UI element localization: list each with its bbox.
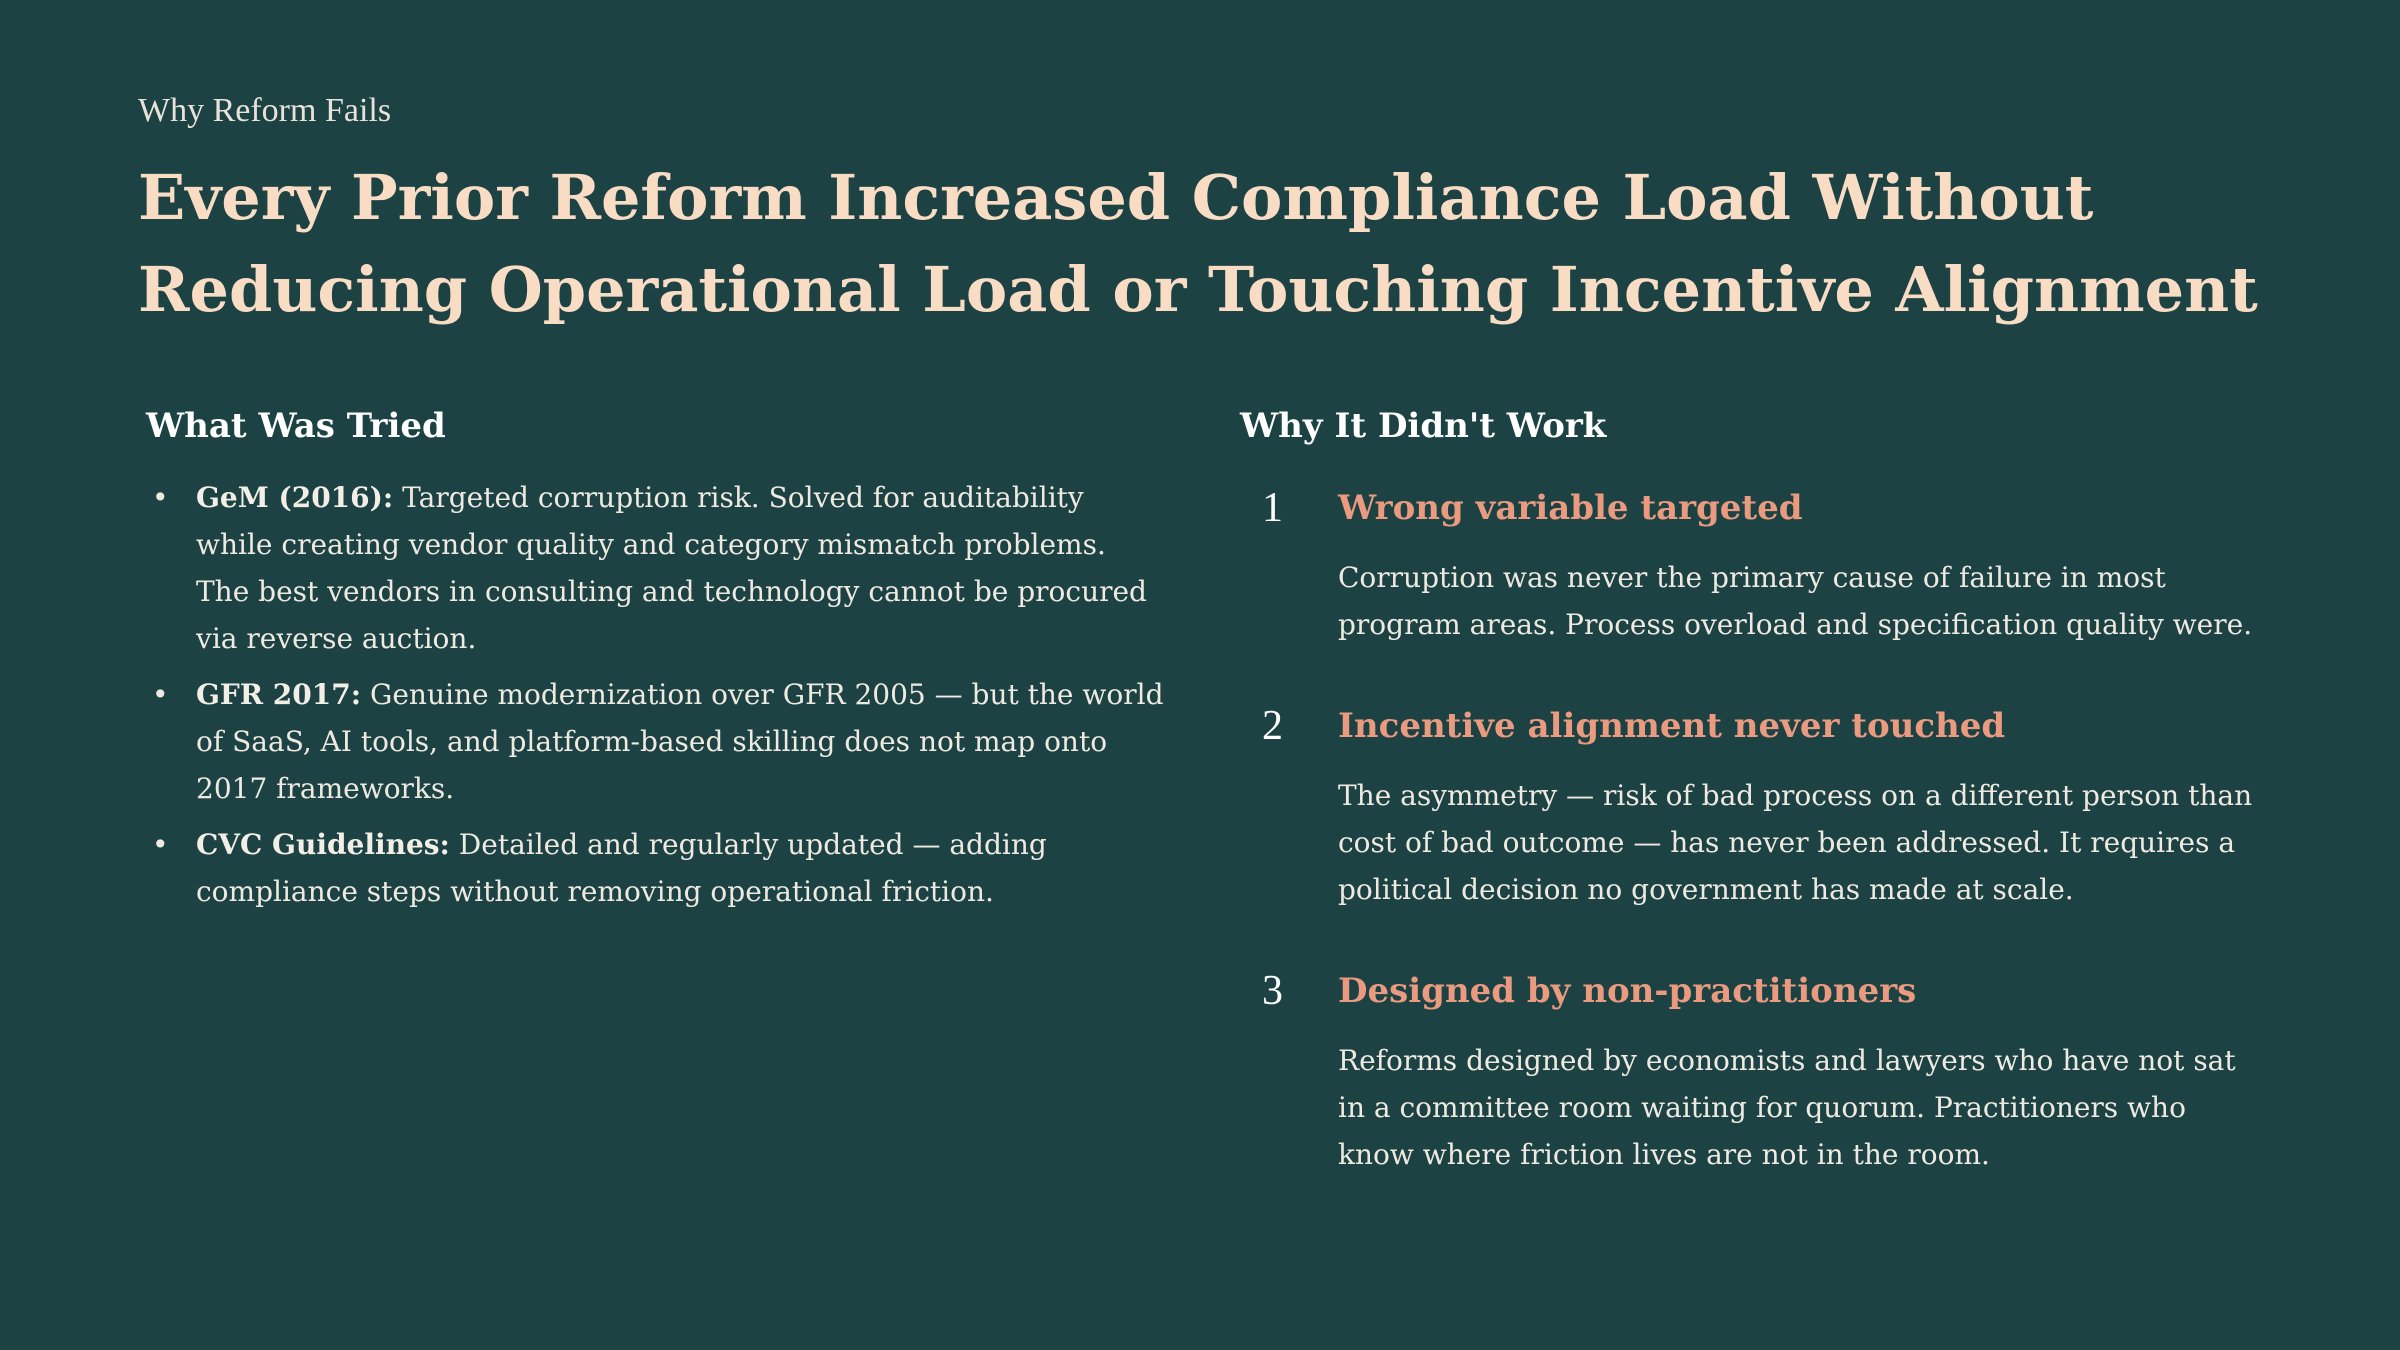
reason-number: 2 <box>1262 703 1283 749</box>
reason-item-3 <box>1240 963 2270 1178</box>
why-it-didnt-work-column <box>1240 400 2270 1178</box>
reason-number: 3 <box>1262 968 1283 1014</box>
reason-body: Reforms designed by economists and lawyers who have not sat in a committee room waiting for quorum. Practitioners who know where friction lives are not in the room. <box>1338 1044 2236 1171</box>
tried-item-cvc <box>146 821 1166 915</box>
tried-item-text: Targeted corruption risk. Solved for auditability while creating vendor quality and category mismatch problems. The best vendors in consulting and technology cannot be procured via reverse auction. <box>196 481 1147 655</box>
bullet-icon: • <box>152 828 169 861</box>
tried-item-gem <box>146 474 1166 662</box>
what-was-tried-heading: What Was Tried <box>146 406 446 446</box>
reason-body: The asymmetry — risk of bad process on a different person than cost of bad outcome — has never been addressed. It requires a political decision no government has made at scale. <box>1338 779 2253 906</box>
bullet-icon: • <box>152 678 169 711</box>
what-was-tried-column <box>146 400 1166 924</box>
slide-title: Every Prior Reform Increased Compliance Load Without Reducing Operational Load or Touching Incentive Alignment <box>138 161 2258 326</box>
reason-title: Designed by non-practitioners <box>1338 971 1917 1011</box>
tried-item-gfr <box>146 671 1166 812</box>
reason-number: 1 <box>1262 485 1283 531</box>
why-it-didnt-work-heading: Why It Didn't Work <box>1240 406 1607 446</box>
tried-item-label: GeM (2016): <box>196 481 394 514</box>
reason-body: Corruption was never the primary cause of failure in most program areas. Process overload and specification quality were. <box>1338 561 2253 641</box>
reason-title: Wrong variable targeted <box>1338 488 1803 528</box>
reason-item-1 <box>1240 480 2270 648</box>
tried-item-text: Detailed and regularly updated — adding compliance steps without removing operational friction. <box>196 828 1047 908</box>
bullet-icon: • <box>152 481 169 514</box>
tried-item-text: Genuine modernization over GFR 2005 — but the world of SaaS, AI tools, and platform-based skilling does not map onto 2017 frameworks. <box>196 678 1164 805</box>
reason-item-2 <box>1240 698 2270 913</box>
tried-list <box>146 474 1166 915</box>
tried-item-label: GFR 2017: <box>196 678 362 711</box>
section-eyebrow: Why Reform Fails <box>138 92 392 129</box>
tried-item-label: CVC Guidelines: <box>196 828 450 861</box>
reason-title: Incentive alignment never touched <box>1338 706 2006 746</box>
